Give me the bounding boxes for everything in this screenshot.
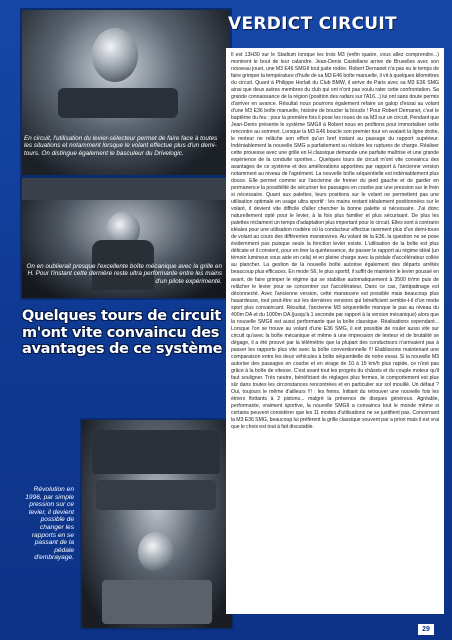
section-title: VERDICT CIRCUIT	[228, 14, 397, 34]
console-image	[58, 88, 178, 118]
caption-photo-3: Révolution en 1996, par simple pression sur ce levier, il devient possible de changer les rapports en se passant de la pédale d'embrayage.	[25, 486, 74, 562]
dashboard-image	[22, 178, 230, 200]
headline: Quelques tours de circuit m'ont vite convaincu des avantages de ce système	[22, 308, 223, 357]
page-number: 29	[418, 624, 434, 635]
radio-unit-image	[92, 430, 220, 474]
climate-control-image	[96, 480, 216, 510]
caption-photo-2: On en oublierait presque l'excellente boîte mécanique avec la grille en H. Pour l'instant cette dernière reste ultra performante entre les mains d'un pilote expérimenté.	[26, 263, 222, 285]
article-body: Il est 13H30 sur le Stadium lorsque les trois M3 (enfin quatre, vous allez comprendre...) montrent le bout de leur calandre. Jean-Denis Castellane arrive de Bruxelles avec son nouveau jouet, une M3 E46 SMGII tout juste rodée. Robert Dernanet n'a pas eu le temps de faire grimper la température d'huile de sa M3 E46 boîte manuelle, il vit à quelques kilomètres du circuit. Quant à Philippe Horlait du Club BMW, il arrive de Paris avec sa M3 E36 SMG ainsi que deux autres membres du club qui ont n'ont pas voulu rater cette confrontation. Sa grande connaissance de la région (position des radars sur l'A16...) lui ont sans doute permis d'arriver en avance. Résultat nous pourrons également refaire un galop d'essai au volant d'une M3 E36 boîte manuelle, histoire de boucler la boucle ! Pour Robert Dernanet, c'est le baptême du feu : pour la première fois il pose les roues de sa M3 sur un circuit. Pendant que Jean-Denis présente le système SMGII à Robert nous en profitons pour immortaliser cette rencontre au sommet. Lorsque la M3 E46 boucle son premier tour en avalant la ligne droite, le moteur ne relâche son effort qu'un bref instant au passage du rapport supérieur. Indéniablement la nouvelle SMG a parfaitement su réduire les ruptures de charge. Réaliser cette prouesse avec une grille en H classique demande une parfaite maîtrise et une grande expérience de la conduite sportive... Quelques tours de circuit m'ont vite convaincu des avantages de ce système et des améliorations apportées par rapport à l'ancienne version notamment au niveau de l'agrément. La nouvelle boîte séquentielle est indéniablement plus douce. Elle permet comme sur l'ancienne de freiner du pied gauche et de garder en permanence la possibilité de sécuriser les passages en courbe par une pression sur le frein si nécessaire. Quant aux palettes, leurs positions sur le volant ne permettent pas une utilisation optimale en usage ultra sportif : les mains restant idéalement positionnées sur le volant, il devient vite difficile d'aller chercher la bonne palette si nécessaire. J'ai donc naturellement opté pour le levier, à la fois plus familier et plus sécurisant. De plus les palettes réclament un temps d'adaptation plus important pour le circuit. Elles sont à contrario idéales pour une utilisation routière où la conducteur effectue rarement plus d'un demi-tours de volant au cours des différentes manœuvres. Au volant de la E36, la question ne se pose évidemment pas puisque seule la fonction levier existe. L'utilisation de la boîte est plus délicate et il convient, pour en tirer la quintessence, de passer le rapport au régime idéal (un témoin lumineux vous aide en cela) et en pleine charge avec la pédale d'accélérateur collée au plancher. La gestion de la nouvelle boîte autorise également des départs arrêtés beaucoup plus efficaces. En mode S6, le plus sportif, il suffit de maintenir le levier poussé en avant, de faire grimper le régime qui se stabilise automatiquement à 3500 tr/mn puis de relâcher le levier pour se concentrer sur l'accélérateur. Dans ce cas, l'antipatinage est déconnecté. Avec l'ancienne version, cette manœuvre est possible mais beaucoup plus hasardeuse, tout peut-être sur les dernières versions qui bénéficient semble-t-il d'un mode sport plus convaincant. Résultat, l'ancienne M3 séquentielle manque le pas au niveau du 400m DA et du 1000m DA (jusqu'à 1 seconde par rapport à la version mécanique) alors que la nouvelle SMGII est aussi performante que la boîte classique. Réalisations cependant... Lorsque l'on se trouve au volant d'une E36 SMG, il est possible de rouler aussi vite sur circuit qu'avec la boîte mécanique et même à une impression de lenteur et de brutalité se dégage, il a été prouvé par la télémétrie que la plupart des conducteurs n'arrivaient pas à passer les rapports plus vite avec la boîte conventionnelle !!! Établissons maintenant une comparaison entre les deux véhicules à boîte séquentielle de notre essai. Si la nouvelle M3 autorise des passages en courbe et en virage de 10 à 15 km/h plus rapide, ce n'est pas grâce à la boîte de vitesse. C'est avant tout les progrès du châssis et du couple moteur qu'il faut souligner. Très neutre, bénéficiant de réglages plus fermes, le comportement est plus sûr dans toutes les circonstances rencontrées et en particulier sur sol mouillé. Un défaut ? Oui, toujours le même d'ailleurs !!! : les freins. Initiant du retrouver une nouvelle fois les étriers flottants à 2 pistons... malgré la présence de disques généreux. Agréable, performante, vraiment sportive, la nouvelle SMGII a convaincu tout le monde même si certains peuvent considérer que les 11 modes d'utilisations ne se justifient pas. Concernant la M3 E36 SMG, beaucoup lui préfèrent la grille classique souvent par a priori mais il est vrai que le choix est tout à fait discutable.	[231, 52, 439, 430]
caption-photo-1: En circuit, l'utilisation du levier-sélecteur permet de faire face à toutes les situations et notamment lorsque le volant effectue plus d'un demi-tours. On distingue également le basculeur du Drivelogic.	[24, 135, 218, 157]
left-column	[18, 8, 223, 634]
smg-lever-image	[138, 532, 174, 572]
center-console-image	[102, 580, 212, 624]
gear-knob-image	[92, 28, 138, 82]
article-text-box	[226, 48, 444, 614]
photo-smg-lever	[80, 418, 234, 630]
